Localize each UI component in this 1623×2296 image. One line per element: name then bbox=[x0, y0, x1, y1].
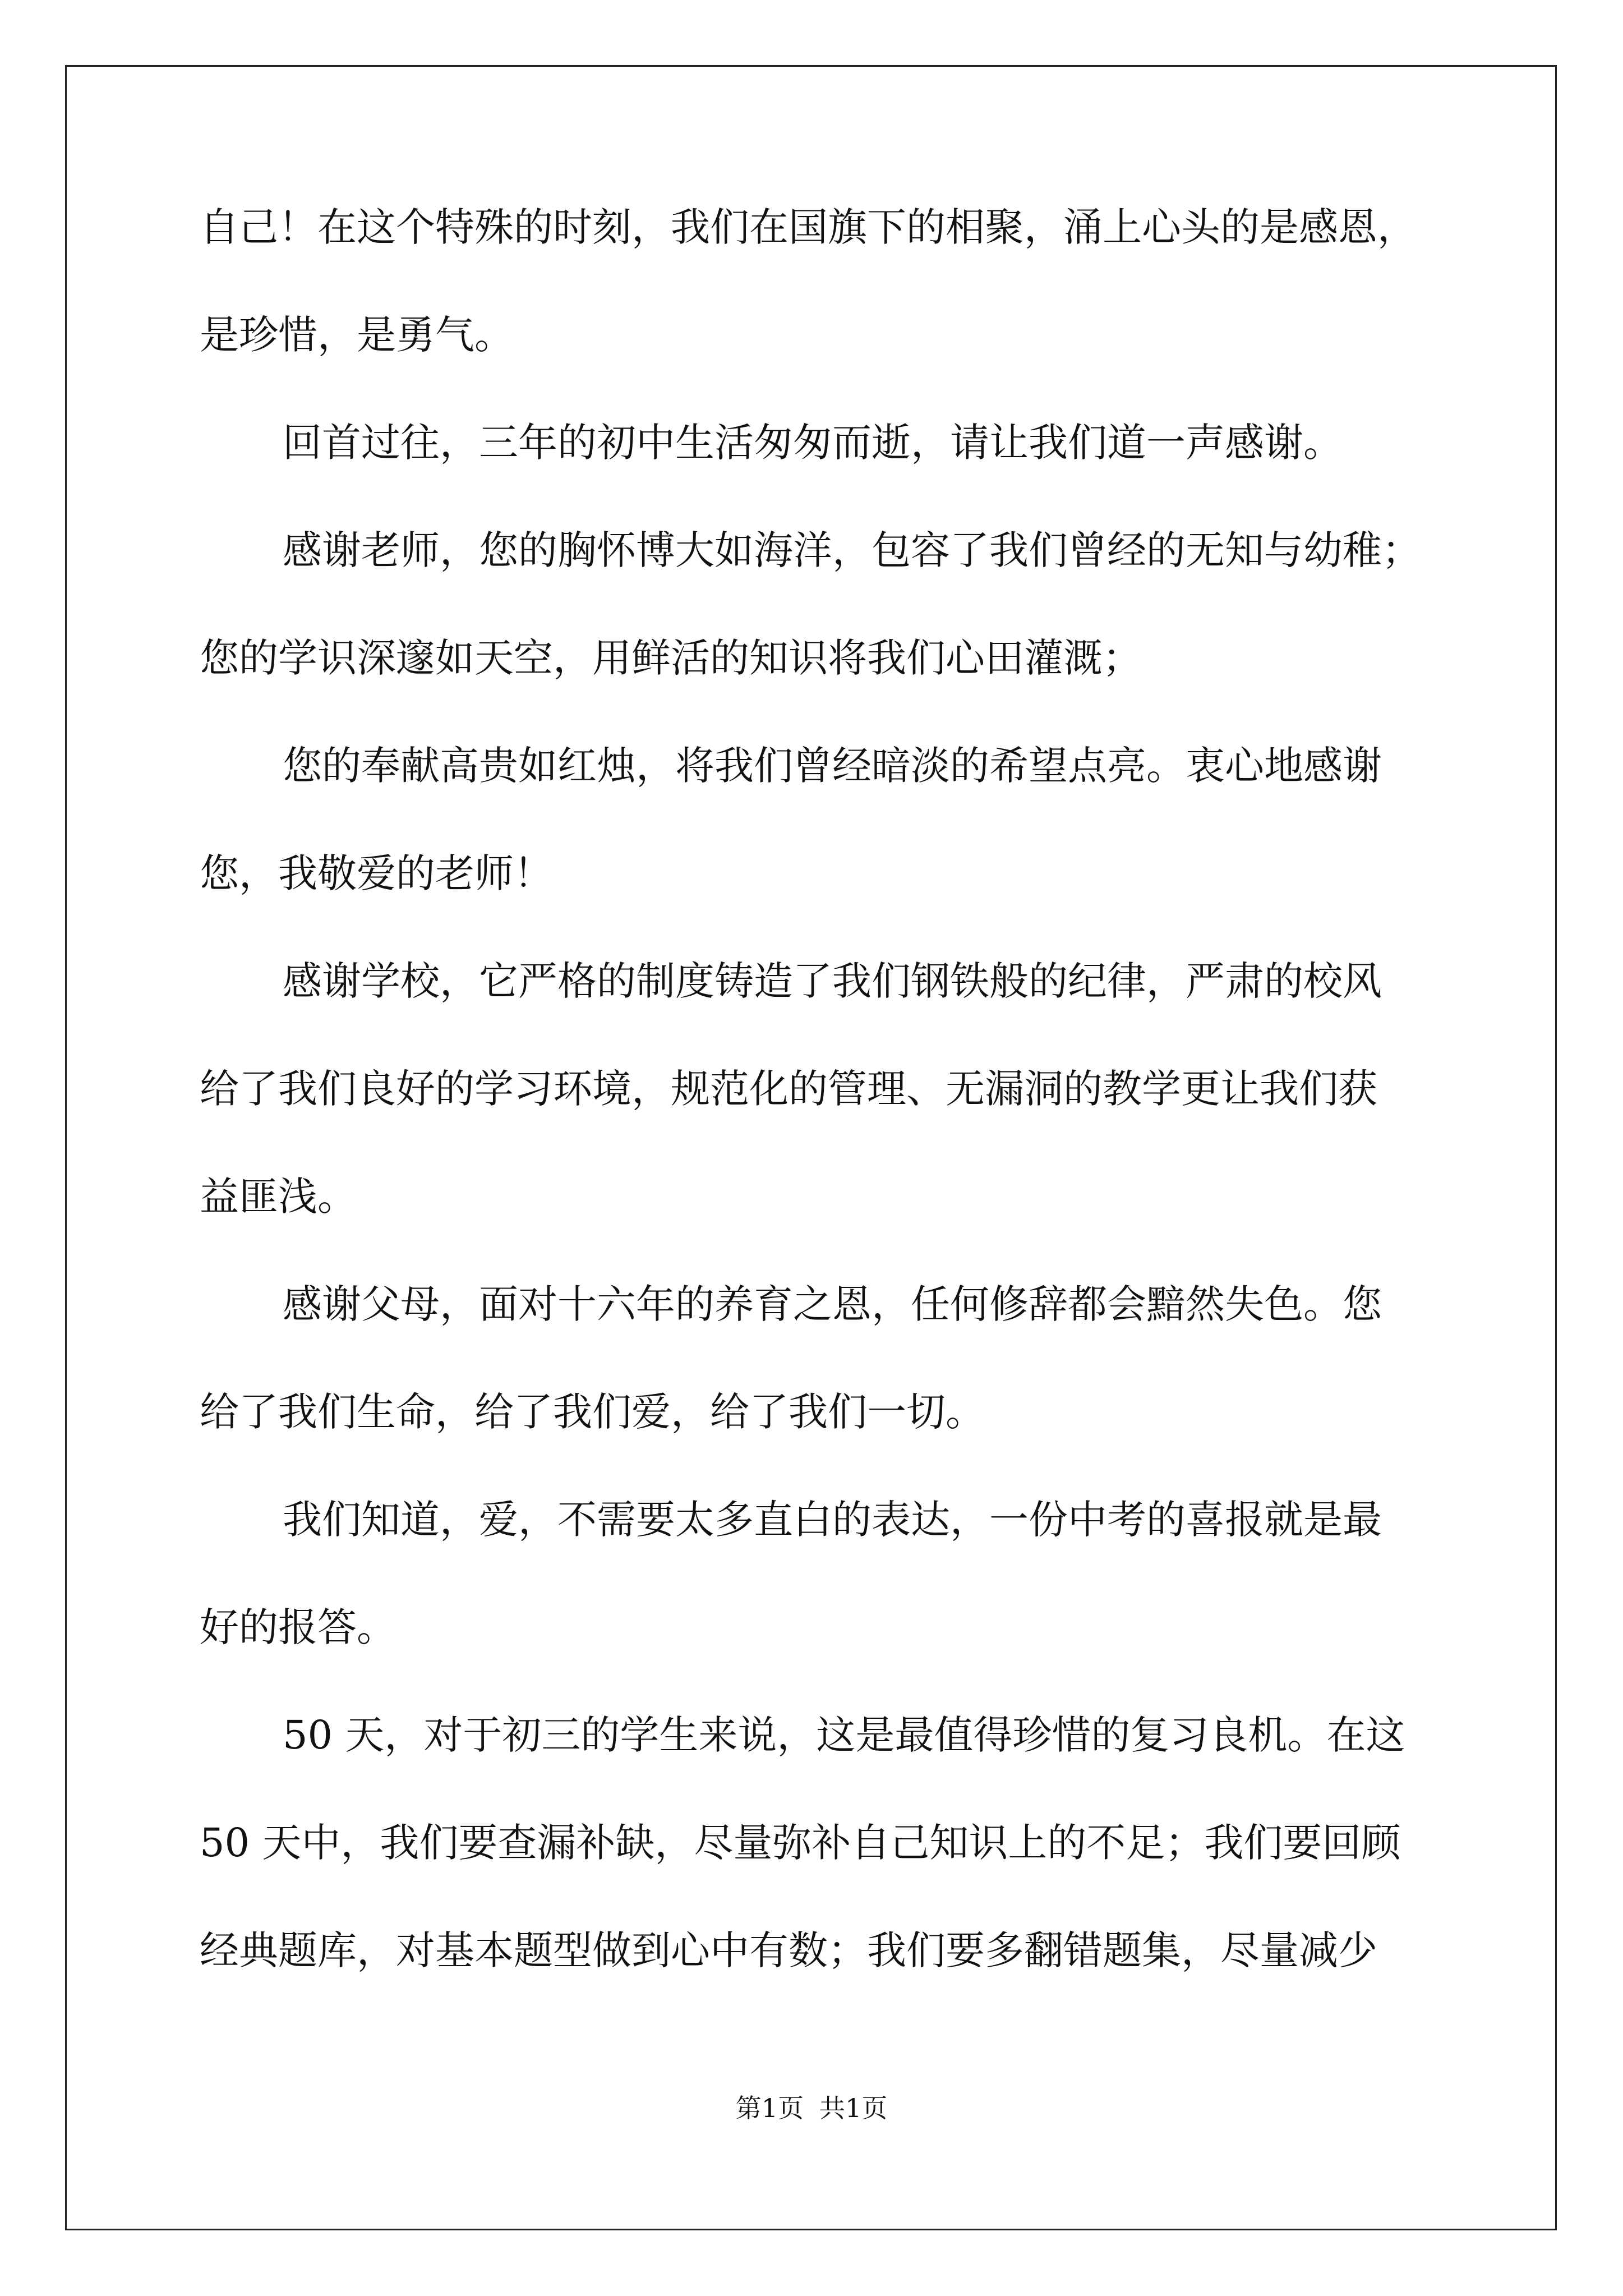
paragraph-first-line: 感谢学校，它严格的制度铸造了我们钢铁般的纪律，严肃的校风 bbox=[283, 958, 1382, 1004]
paragraph-first-line: 我们知道，爱，不需要太多直白的表达，一份中考的喜报就是最 bbox=[283, 1497, 1382, 1543]
text-line: 50 天中，我们要查漏补缺，尽量弥补自己知识上的不足；我们要回顾 bbox=[200, 1820, 1401, 1866]
text-line: 您的学识深邃如天空，用鲜活的知识将我们心田灌溉； bbox=[200, 635, 1142, 681]
paragraph-first-line: 感谢老师，您的胸怀博大如海洋，包容了我们曾经的无知与幼稚； bbox=[283, 527, 1421, 573]
text-line: 好的报答。 bbox=[200, 1604, 396, 1650]
text-line: 是珍惜，是勇气。 bbox=[200, 312, 514, 358]
page-number: 第1页 bbox=[735, 2093, 804, 2123]
page-footer bbox=[0, 2091, 1623, 2125]
paragraph-first-line: 感谢父母，面对十六年的养育之恩，任何修辞都会黯然失色。您 bbox=[283, 1281, 1382, 1327]
text-line: 您，我敬爱的老师！ bbox=[200, 850, 553, 896]
paragraph-first-line: 回首过往，三年的初中生活匆匆而逝，请让我们道一声感谢。 bbox=[283, 420, 1343, 466]
text-line: 益匪浅。 bbox=[200, 1174, 357, 1220]
page-border bbox=[65, 65, 1557, 2230]
page-total: 共1页 bbox=[819, 2093, 888, 2123]
text-line: 经典题库，对基本题型做到心中有数；我们要多翻错题集，尽量减少 bbox=[200, 1927, 1377, 1973]
text-line: 给了我们生命，给了我们爱，给了我们一切。 bbox=[200, 1389, 985, 1435]
paragraph-first-line: 您的奉献高贵如红烛，将我们曾经暗淡的希望点亮。衷心地感谢 bbox=[283, 743, 1382, 789]
text-line: 给了我们良好的学习环境，规范化的管理、无漏洞的教学更让我们获 bbox=[200, 1066, 1377, 1112]
text-line: 自己！在这个特殊的时刻，我们在国旗下的相聚，涌上心头的是感恩， bbox=[200, 204, 1417, 250]
paragraph-first-line: 50 天，对于初三的学生来说，这是最值得珍惜的复习良机。在这 bbox=[283, 1712, 1405, 1758]
